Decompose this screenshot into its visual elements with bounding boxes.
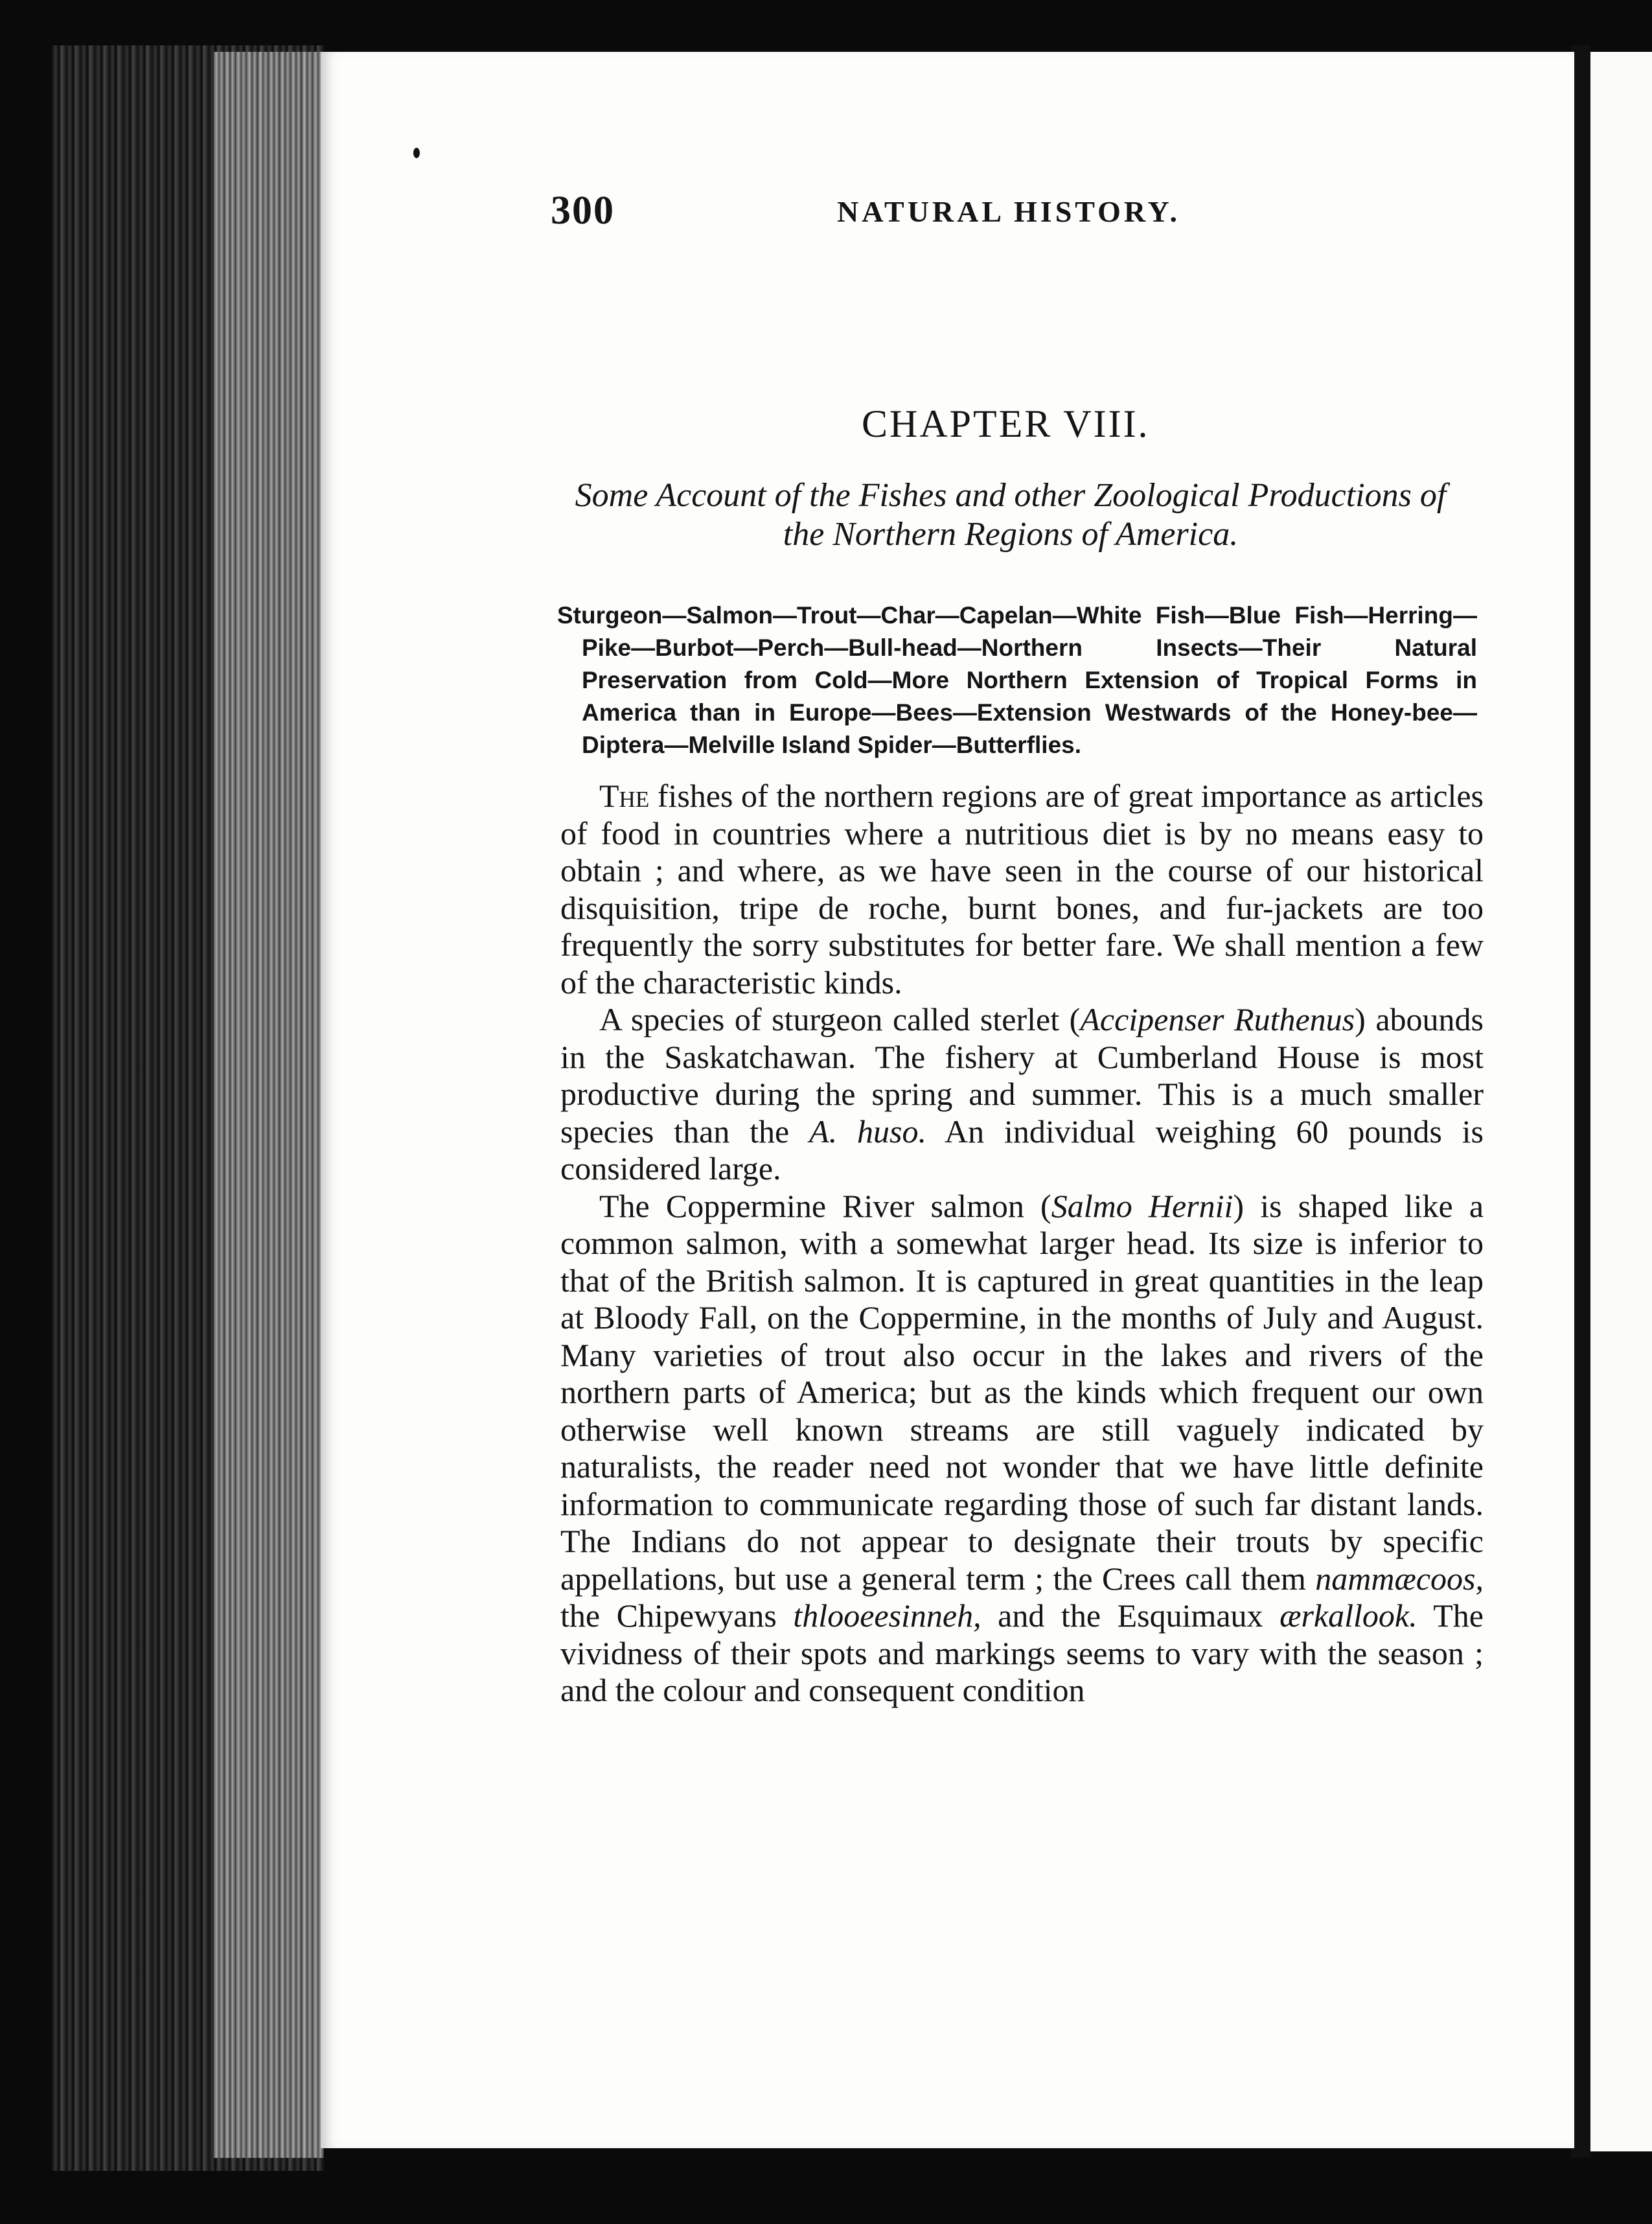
book-page-edges-highlight	[214, 52, 324, 2158]
paragraph-2-text-c: An individual weighing 60 pounds is considered large.	[560, 1113, 1484, 1187]
paragraph-3-text-e: The vividness of their spots and markings seems to vary with the season ; and the colour and consequent condition	[560, 1597, 1484, 1708]
ink-speck	[413, 148, 420, 158]
chipewyan-term: thlooeesinneh,	[793, 1597, 981, 1634]
running-head: NATURAL HISTORY.	[837, 195, 1181, 228]
body-text	[560, 778, 1484, 1709]
paragraph-2-text-a: A species of sturgeon called sterlet (	[599, 1001, 1081, 1037]
paragraph-1-text: fishes of the northern regions are of great importance as articles of food in countries where a nutritious diet is by no means easy to obtain ; and where, as we have seen in the course of our historical disquisition, tripe de roche, burnt bones, and fur-jackets are too frequently the sorry substitutes for better fare. We shall mention a few of the characteristic kinds.	[560, 778, 1484, 1001]
scientific-name-salmon: Salmo Hernii	[1051, 1187, 1233, 1224]
paragraph-1	[560, 778, 1484, 1001]
scientific-name-huso: A. huso.	[809, 1113, 926, 1150]
chapter-title: CHAPTER VIII.	[862, 402, 1150, 445]
facing-page-edge	[1590, 52, 1652, 2151]
paragraph-3-text-a: The Coppermine River salmon (	[599, 1187, 1051, 1224]
paragraph-3-text-b: ) is shaped like a common salmon, with a somewhat larger head. Its size is inferior to that of the British salmon. It is captured in great quantities in the leap at Bloody Fall, on the Coppermine, in the months of July and August. Many varieties of trout also occur in the lakes and rivers of the northern parts of America; but as the kinds which frequent our own otherwise well known streams are still vaguely indicated by naturalists, the reader need not wonder that we have little definite information to communicate regarding those of such far distant lands. The Indians do not appear to designate their trouts by specific appellations, but use a general term ; the Crees call them	[560, 1187, 1484, 1597]
paragraph-2-text-b: ) abounds in the Saskatchawan. The fishery at Cumberland House is most productive during the spring and summer. This is a much smaller species than the	[560, 1001, 1484, 1150]
paragraph-lead-word: The	[599, 778, 650, 814]
scientific-name-sterlet: Accipenser Ruthenus	[1080, 1001, 1355, 1037]
page-number: 300	[551, 189, 615, 233]
paragraph-3-text-c: the Chipewyans	[560, 1597, 794, 1634]
paragraph-3-text-d: and the Esquimaux	[981, 1597, 1280, 1634]
chapter-contents-summary: Sturgeon—Salmon—Trout—Char—Capelan—White Fish—Blue Fish—Herring—Pike—Burbot—Perch—Bull-head—Northern Insects—Their Natural Preservation from Cold—More Northern Extension of Tropical Forms in America than in Europe—Bees—Extension Westwards of the Honey-bee—Diptera—Melville Island Spider—Butterflies.	[557, 602, 1477, 758]
chapter-subtitle: Some Account of the Fishes and other Zoological Productions of the Northern Regions of America.	[575, 477, 1447, 553]
esquimaux-term: ærkallook.	[1279, 1597, 1417, 1634]
paragraph-3	[560, 1188, 1484, 1709]
paragraph-2	[560, 1001, 1484, 1188]
page-header	[551, 188, 1458, 246]
cree-term: nammæcoos,	[1315, 1560, 1484, 1597]
